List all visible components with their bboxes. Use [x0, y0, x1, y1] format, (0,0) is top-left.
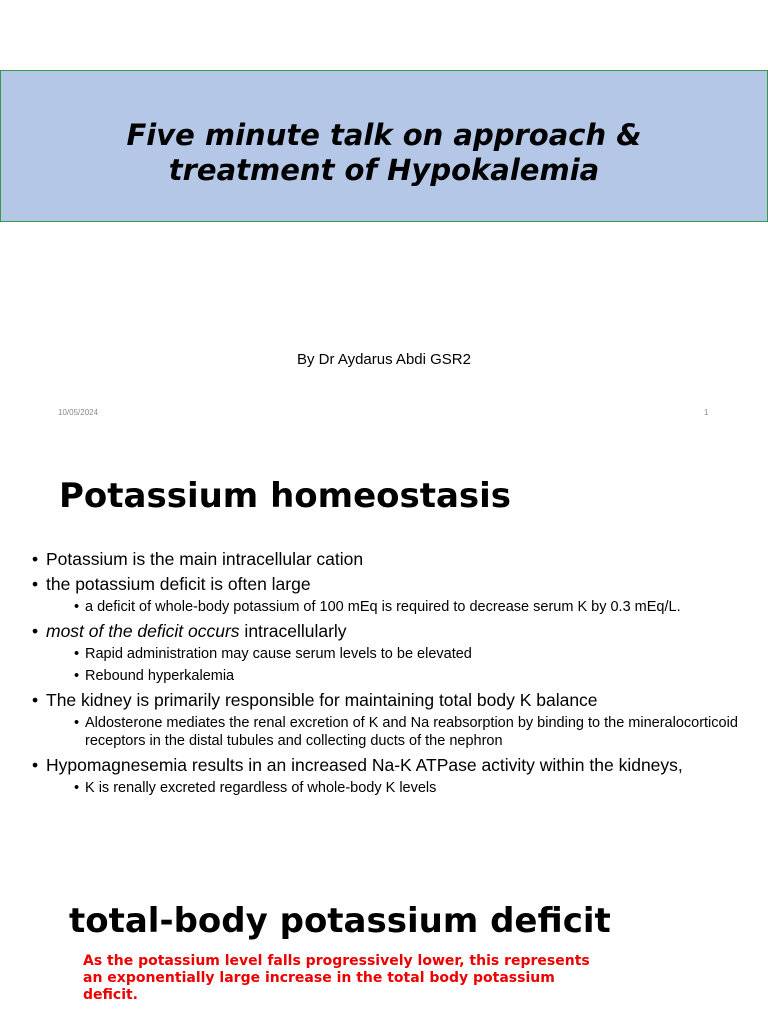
bullet-italic-text: most of the deficit occurs: [46, 621, 240, 641]
bullet-item: • The kidney is primarily responsible for maintaining total body K balance: [32, 689, 752, 711]
bullet-item: [32, 620, 752, 642]
title-box: [0, 70, 768, 222]
bullet-item: • the potassium deficit is often large: [32, 573, 752, 595]
bullet-item: • Hypomagnesemia results in an increased Na-K ATPase activity within the kidneys,: [32, 754, 752, 776]
homeostasis-slide: [0, 430, 768, 870]
bullet-list: [32, 548, 752, 801]
sub-bullet-item: • Aldosterone mediates the renal excretion of K and Na reabsorption by binding to the mineralocorticoid receptors in the distal tubules and collecting ducts of the nephron: [74, 714, 752, 750]
slide-heading: Potassium homeostasis: [59, 476, 512, 516]
title-slide: [0, 0, 768, 430]
bullet-item: • Potassium is the main intracellular cation: [32, 548, 752, 570]
deficit-slide: [0, 870, 768, 1024]
sub-bullet-item: • Rebound hyperkalemia: [74, 667, 752, 685]
sub-bullet-item: • Rapid administration may cause serum levels to be elevated: [74, 645, 752, 663]
footer-date: 10/05/2024: [58, 408, 99, 417]
author-byline: By Dr Aydarus Abdi GSR2: [297, 351, 471, 368]
sub-bullet-item: • a deficit of whole-body potassium of 100 mEq is required to decrease serum K by 0.3 mEq/L.: [74, 598, 752, 616]
slide-number: 1: [704, 408, 709, 417]
sub-bullet-item: • K is renally excreted regardless of whole-body K levels: [74, 779, 752, 797]
slide-title: Five minute talk on approach & treatment of Hypokalemia: [126, 118, 642, 187]
bullet-text: intracellularly: [239, 621, 347, 641]
highlight-note: As the potassium level falls progressively lower, this represents an exponentially large increase in the total body potassium deficit.: [83, 953, 590, 1003]
slide-heading: total-body potassium deficit: [69, 901, 611, 941]
